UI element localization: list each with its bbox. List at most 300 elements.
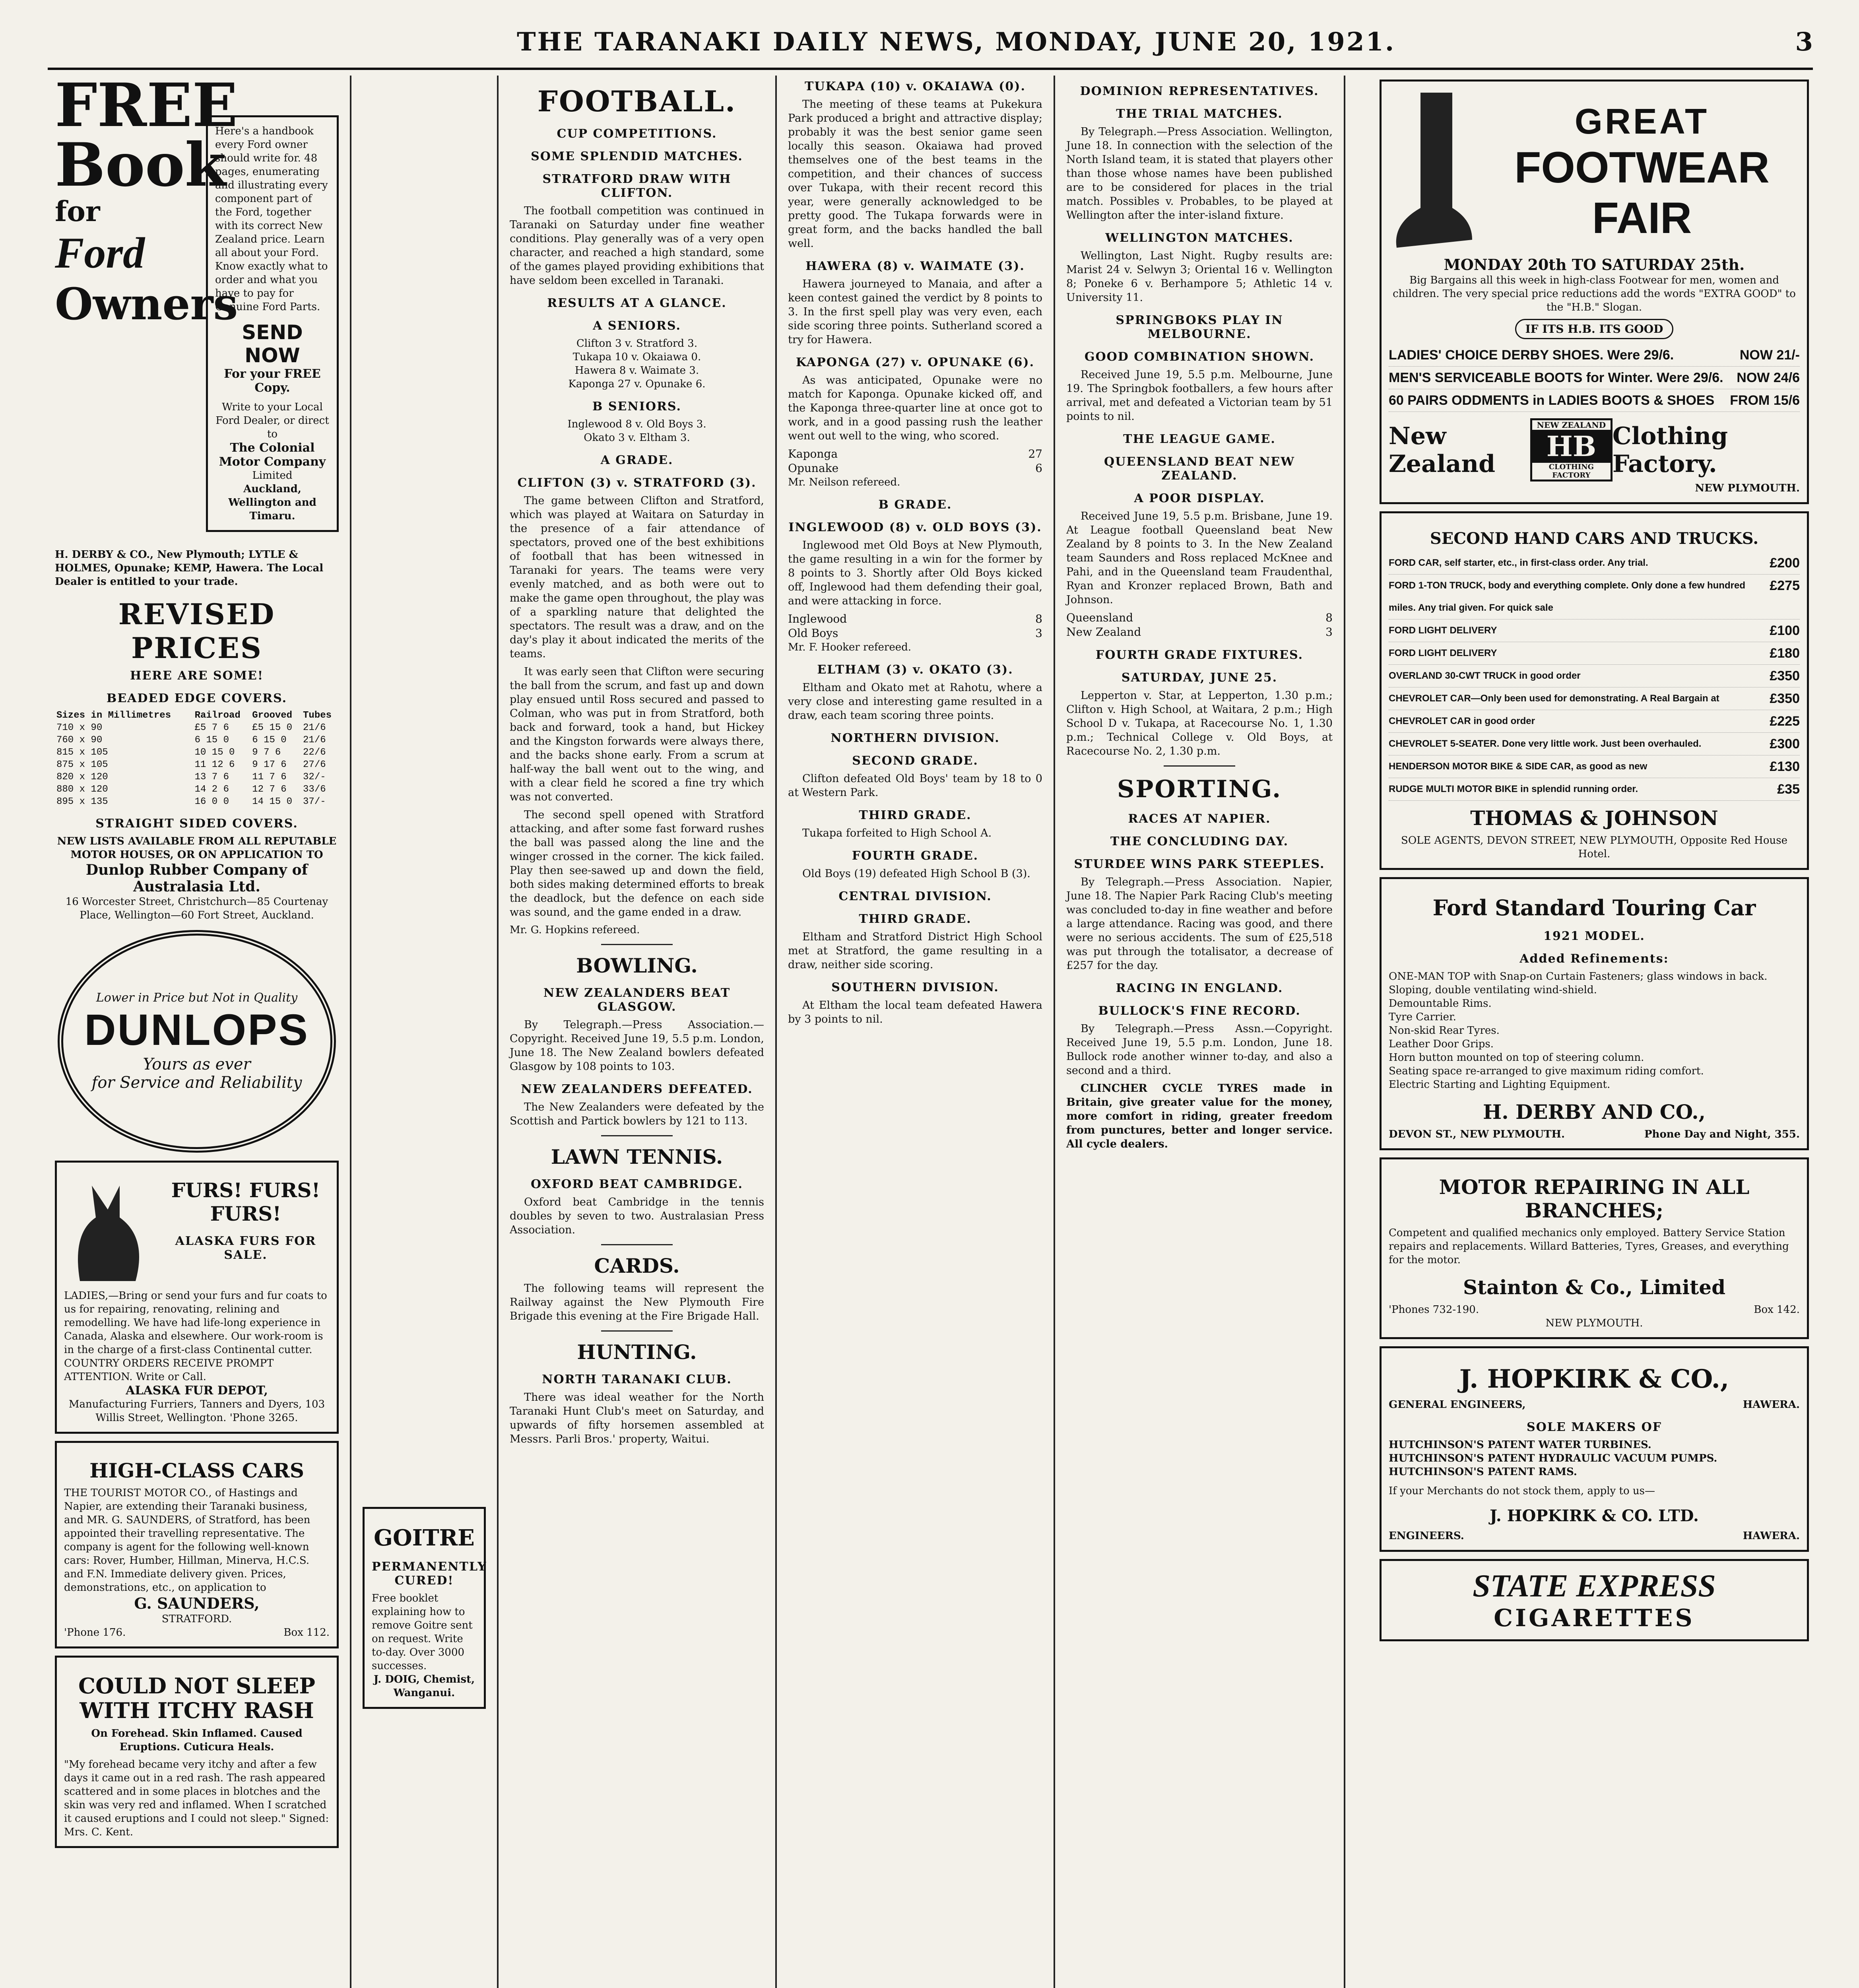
touring-title: Ford Standard Touring Car	[1432, 895, 1756, 920]
repair-title: MOTOR REPAIRING IN ALL BRANCHES;	[1439, 1175, 1750, 1222]
item-price: FROM 15/6	[1730, 393, 1800, 408]
subheading: STRATFORD DRAW WITH CLIFTON.	[542, 172, 732, 200]
subheading: DOMINION REPRESENTATIVES.	[1080, 84, 1319, 98]
article-paragraph: At Eltham the local team defeated Hawera by 3 points to nil.	[788, 999, 1042, 1025]
match-heading: TUKAPA (10) v. OKAIAWA (0).	[805, 80, 1026, 93]
cell: 10 15 0	[194, 747, 235, 758]
book-headline: Book	[55, 130, 226, 200]
hopkirk-item: HUTCHINSON'S PATENT RAMS.	[1389, 1466, 1577, 1478]
truck-desc: RUDGE MULTI MOTOR BIKE in splendid running order.	[1389, 784, 1638, 794]
cell: 9 7 6	[252, 747, 281, 758]
subheading: SOUTHERN DIVISION.	[831, 980, 999, 994]
ads-column	[1376, 76, 1813, 1988]
truck-price: £180	[1770, 646, 1800, 661]
article-paragraph: Eltham and Okato met at Rahotu, where a very close and interesting game resulted in a draw, each team scoring three points.	[788, 681, 1042, 722]
goitre-ad	[363, 1507, 486, 1709]
fair-body: Big Bargains all this week in high-class Footwear for men, women and children. The very special price reductions add the words "EXTRA GOOD" to the "H.B." Slogan.	[1393, 274, 1796, 313]
cell: 11 7 6	[252, 772, 287, 782]
prices-sub: HERE ARE SOME!	[130, 669, 264, 683]
subheading: SECOND GRADE.	[852, 754, 978, 768]
score-line	[788, 461, 1042, 476]
truck-price: £35	[1777, 782, 1800, 797]
truck-desc: FORD 1-TON TRUCK, body and everything complete. Only done a few hundred miles. Any trial given. For quick sale	[1389, 580, 1745, 613]
price-row	[55, 746, 339, 759]
truck-desc: FORD LIGHT DELIVERY	[1389, 625, 1497, 636]
truck-price: £130	[1770, 759, 1800, 774]
derby-address: DEVON ST., NEW PLYMOUTH.	[1389, 1128, 1565, 1140]
cell: 6 15 0	[194, 735, 229, 746]
rash-sub: On Forehead. Skin Inflamed. Caused Eruptions. Cuticura Heals.	[91, 1728, 303, 1753]
cell: 27/6	[303, 759, 326, 770]
cell: 815 x 105	[56, 747, 108, 758]
straight-heading: STRAIGHT SIDED COVERS.	[95, 817, 298, 831]
fair-price-row	[1389, 367, 1800, 389]
subheading: BULLOCK'S FINE RECORD.	[1098, 1004, 1301, 1018]
furs-firm: ALASKA FUR DEPOT,	[126, 1384, 268, 1398]
cell: 6 15 0	[252, 735, 287, 746]
cars-box: Box 112.	[283, 1627, 330, 1639]
second-hand-cars-ad	[1380, 511, 1809, 870]
item-price: NOW 21/-	[1739, 348, 1800, 363]
team-score: 3	[1325, 625, 1333, 639]
ford-blurb: Here's a handbook every Ford owner should write for. 48 pages, enumerating and illustrating every component part of the Ford, together with its correct New Zealand price. Learn all about your Ford. Know exactly what to order and what you have to pay for Genuine Ford Parts.	[215, 125, 328, 313]
copy-line: For your FREE Copy.	[224, 367, 321, 395]
column-rule	[1344, 76, 1345, 1988]
motor-repairing-ad	[1380, 1157, 1809, 1339]
ford-logo: Ford	[55, 229, 145, 277]
hopkirk-firm: J. HOPKIRK & CO. LTD.	[1490, 1507, 1699, 1525]
dunlop-address: 16 Worcester Street, Christchurch—85 Courtenay Place, Wellington—60 Fort Street, Auckland.	[65, 896, 328, 921]
subheading: THE LEAGUE GAME.	[1123, 432, 1276, 446]
touring-item: ONE-MAN TOP with Snap-on Curtain Fasteners; glass windows in back.	[1389, 971, 1768, 982]
subheading: NORTH TARANAKI CLUB.	[542, 1373, 732, 1386]
truck-price: £350	[1770, 668, 1800, 683]
score-line	[788, 612, 1042, 626]
subheading: RACES AT NAPIER.	[1128, 812, 1271, 826]
football-heading: FOOTBALL.	[537, 84, 737, 118]
cars-agent: G. SAUNDERS,	[134, 1594, 260, 1612]
article-paragraph: Hawera journeyed to Manaia, and after a keen contest gained the verdict by 8 points to 3. In the first spell play was very even, each side scoring three points. Sutherland scored a try for Hawera.	[788, 278, 1042, 346]
truck-row	[1389, 552, 1800, 575]
cities-line: Auckland, Wellington and Timaru.	[228, 483, 316, 522]
score-line	[1066, 625, 1333, 639]
cars-town: STRATFORD.	[161, 1613, 232, 1625]
derby-firm: H. DERBY AND CO.,	[1483, 1100, 1706, 1124]
column-4	[1055, 76, 1344, 1988]
fox-icon	[64, 1170, 155, 1289]
result-line: Inglewood 8 v. Old Boys 3.	[567, 418, 706, 430]
price-row	[55, 722, 339, 734]
trucks-title: SECOND HAND CARS AND TRUCKS.	[1430, 529, 1759, 548]
ford-touring-ad	[1380, 877, 1809, 1150]
state-express-ad	[1380, 1559, 1809, 1641]
dunlop-line1: Yours as ever	[143, 1055, 251, 1074]
fair-title-3: FAIR	[1592, 193, 1692, 243]
hopkirk-left2: ENGINEERS.	[1389, 1530, 1464, 1542]
article-paragraph: It was early seen that Clifton were securing the ball from the scrum, and fast up and down play ensued until Ross secured and passed to Colman, who was put in from Stratford, both back and forward, took a hand, but Hickey and the Kingston forwards were always there, and the backs shone early. From a scrum at half-way the ball went out to the wing, and with a clear field he scored a fine try which was not converted.	[510, 666, 764, 803]
article-paragraph: The second spell opened with Stratford attacking, and after some fast forward rushes the ball was passed along the line and the winger crossed in the corner. The kick failed. Play then see-sawed up and down the field, both sides making determined efforts to break the deadlock, but the defence on each side was sound, and the game ended in a draw.	[510, 809, 764, 918]
truck-row	[1389, 710, 1800, 733]
article-paragraph: Old Boys (19) defeated High School B (3).	[802, 868, 1030, 880]
goitre-body: Free booklet explaining how to remove Goitre sent on request. Write to-day. Over 3000 successes.	[372, 1592, 473, 1672]
truck-desc: CHEVROLET CAR in good order	[1389, 716, 1535, 726]
team-name: New Zealand	[1066, 625, 1141, 639]
truck-desc: CHEVROLET 5-SEATER. Done very little work. Just been overhauled.	[1389, 738, 1702, 749]
truck-row	[1389, 755, 1800, 778]
price-row	[55, 796, 339, 808]
bowling-heading: BOWLING.	[576, 954, 698, 977]
write-line: Write to your Local Ford Dealer, or direct to	[215, 401, 329, 440]
referee-line: Mr. F. Hooker refereed.	[788, 641, 911, 653]
cars-body: THE TOURIST MOTOR CO., of Hastings and Napier, are extending their Taranaki business, and MR. G. SAUNDERS, of Stratford, has been appointed their travelling representative. The company is agent for the following well-known cars: Rover, Humber, Hillman, Minerva, H.C.S. and F.N. Immediate delivery given. Prices, demonstrations, etc., on application to	[64, 1487, 310, 1594]
result-line: Clifton 3 v. Stratford 3.	[576, 338, 698, 349]
cars-phone: 'Phone 176.	[64, 1627, 126, 1639]
truck-desc: FORD CAR, self starter, etc., in first-class order. Any trial.	[1389, 557, 1648, 568]
cell: 22/6	[303, 747, 326, 758]
hopkirk-item: HUTCHINSON'S PATENT WATER TURBINES.	[1389, 1439, 1651, 1451]
article-paragraph: Eltham and Stratford District High School met at Stratford, the game resulting in a draw, neither side scoring.	[788, 931, 1042, 971]
truck-row	[1389, 733, 1800, 755]
furs-title: FURS! FURS! FURS!	[171, 1178, 320, 1225]
send-now: SEND NOW	[242, 321, 303, 367]
article-paragraph: By Telegraph.—Press Association. Wellington, June 18. In connection with the selection of the North Island team, it is stated that players other than those whose names have been published are to be considered for places in the trial match. Possibles v. Probables, to be played at Wellington after the inter-island fixture.	[1066, 126, 1333, 221]
article-paragraph: The meeting of these teams at Pukekura Park produced a bright and attractive display; probably it was the best senior game seen locally this season. Okaiawa had proved themselves one of the best teams in the competition, and their chances of success over Tukapa, with their recent record this year, were generally acknowledged to be pretty good. The Tukapa forwards were in great form, and the backs handled the ball well.	[788, 98, 1042, 250]
cell: 12 7 6	[252, 784, 287, 795]
hopkirk-right: HAWERA.	[1743, 1399, 1800, 1411]
match-heading: CLIFTON (3) v. STRATFORD (3).	[517, 476, 757, 490]
team-name: Opunake	[788, 462, 839, 475]
fair-dates: MONDAY 20th TO SATURDAY 25th.	[1444, 256, 1745, 274]
article-paragraph: Lepperton v. Star, at Lepperton, 1.30 p.m.; Clifton v. High School, at Waitara, 2 p.m.; High School D v. Tukapa, at Racecourse No. 1, 1.30 p.m.; Technical College v. Old Boys, at Racecourse No. 2, 1.30 p.m.	[1066, 689, 1333, 757]
article-paragraph: By Telegraph.—Press Assn.—Copyright. Received June 19, 5.5 p.m. London, June 18. Bullock rode another winner to-day, and also a second and a third.	[1066, 1023, 1333, 1077]
truck-row	[1389, 642, 1800, 665]
touring-added: Added Refinements:	[1519, 952, 1669, 966]
column-3	[777, 76, 1054, 1988]
price-row	[55, 783, 339, 796]
truck-desc: HENDERSON MOTOR BIKE & SIDE CAR, as good as new	[1389, 761, 1647, 772]
truck-desc: CHEVROLET CAR—Only been used for demonstrating. A Real Bargain at	[1389, 693, 1719, 704]
rash-title: COULD NOT SLEEP WITH ITCHY RASH	[78, 1673, 315, 1723]
subheading: THIRD GRADE.	[859, 808, 972, 822]
truck-price: £275	[1770, 578, 1800, 593]
company-name: The Colonial Motor Company	[219, 441, 326, 469]
subheading: THE CONCLUDING DAY.	[1110, 835, 1289, 848]
price-row	[55, 759, 339, 771]
truck-desc: OVERLAND 30-CWT TRUCK in good order	[1389, 670, 1581, 681]
divider	[601, 944, 673, 945]
subheading: CENTRAL DIVISION.	[838, 889, 992, 903]
dunlop-tagline: Lower in Price but Not in Quality	[96, 991, 298, 1005]
ford-book-ad	[55, 76, 339, 532]
subheading: CUP COMPETITIONS.	[557, 127, 717, 141]
divider	[1164, 765, 1235, 767]
subheading: QUEENSLAND BEAT NEW ZEALAND.	[1104, 455, 1295, 483]
subheading: A GRADE.	[600, 453, 673, 467]
hopkirk-title: J. HOPKIRK & CO.,	[1459, 1364, 1729, 1394]
referee-line: Mr. G. Hopkins refereed.	[510, 924, 640, 936]
furs-address: Manufacturing Furriers, Tanners and Dyers, 103 Willis Street, Wellington. 'Phone 3265.	[68, 1398, 325, 1424]
truck-price: £225	[1770, 714, 1800, 729]
for-text: for	[55, 195, 100, 228]
team-score: 8	[1035, 612, 1042, 625]
cell: 32/-	[303, 772, 326, 782]
cell: 14 2 6	[194, 784, 229, 795]
divider	[601, 1244, 673, 1245]
match-heading: INGLEWOOD (8) v. OLD BOYS (3).	[788, 520, 1042, 534]
subheading: STURDEE WINS PARK STEEPLES.	[1074, 857, 1325, 871]
subheading: THE TRIAL MATCHES.	[1116, 107, 1283, 121]
goitre-title: GOITRE	[374, 1525, 475, 1551]
subheading: A POOR DISPLAY.	[1134, 491, 1265, 505]
logo-bottom: CLOTHING FACTORY	[1549, 463, 1594, 480]
nz-text: New Zealand	[1389, 422, 1496, 478]
score-line	[1066, 611, 1333, 625]
subheading: WELLINGTON MATCHES.	[1105, 231, 1294, 245]
article-paragraph: Received June 19, 5.5 p.m. Brisbane, June 19. At League football Queensland beat New Zealand by 8 points to 3. In the New Zealand team Saunders and Ross replaced McKnee and Pahi, and in the Queensland team Fraudenthal, Ryan and Kronzer replaced Brown, Bath and Johnson.	[1066, 510, 1333, 606]
score-line	[788, 447, 1042, 461]
stainton-place: NEW PLYMOUTH.	[1545, 1317, 1643, 1329]
result-line: Kaponga 27 v. Opunake 6.	[568, 378, 706, 390]
masthead	[48, 12, 1813, 70]
cell: 9 17 6	[252, 759, 287, 770]
clothing-factory-text: Clothing Factory.	[1612, 422, 1728, 478]
column-1	[44, 76, 350, 1988]
trucks-firm: THOMAS & JOHNSON	[1470, 806, 1718, 830]
result-line: Tukapa 10 v. Okaiawa 0.	[572, 351, 701, 363]
fair-title-1: GREAT	[1574, 101, 1710, 142]
score-line	[788, 626, 1042, 641]
stainton-box: Box 142.	[1754, 1304, 1800, 1316]
subheading: B SENIORS.	[592, 400, 681, 414]
price-header-row	[55, 709, 339, 722]
subheading: SOME SPLENDID MATCHES.	[531, 149, 743, 163]
team-name: Old Boys	[788, 627, 838, 640]
hopkirk-ad	[1380, 1346, 1809, 1552]
stainton-phone: 'Phones 732-190.	[1389, 1304, 1479, 1316]
subheading: THIRD GRADE.	[859, 912, 972, 926]
match-heading: KAPONGA (27) v. OPUNAKE (6).	[796, 355, 1035, 369]
team-name: Inglewood	[788, 612, 847, 625]
subheading: RACING IN ENGLAND.	[1116, 981, 1283, 995]
team-score: 3	[1035, 627, 1042, 640]
touring-item: Demountable Rims.	[1389, 998, 1492, 1010]
limited-line: Limited	[252, 470, 293, 481]
team-score: 27	[1028, 447, 1042, 460]
team-score: 8	[1325, 611, 1333, 624]
cell: 760 x 90	[56, 735, 103, 746]
result-line: Hawera 8 v. Waimate 3.	[574, 365, 699, 377]
price-row	[55, 734, 339, 746]
logo-top: NEW ZEALAND	[1537, 420, 1606, 430]
cell: 13 7 6	[194, 772, 229, 782]
article-paragraph: By Telegraph.—Press Association. Napier, June 18. The Napier Park Racing Club's meeting was concluded to-day in fine weather and before a large attendance. Racing was good, and there were no serious accidents. The sum of £25,518 was put through the totalisator, a decrease of £257 for the day.	[1066, 876, 1333, 972]
team-score: 6	[1035, 462, 1042, 475]
trucks-address: SOLE AGENTS, DEVON STREET, NEW PLYMOUTH, Opposite Red House Hotel.	[1401, 835, 1787, 860]
subheading: FOURTH GRADE FIXTURES.	[1095, 648, 1304, 662]
repair-body: Competent and qualified mechanics only employed. Battery Service Station repairs and replacements. Willard Batteries, Tyres, Greases, and everything for the motor.	[1389, 1227, 1789, 1266]
truck-desc: FORD LIGHT DELIVERY	[1389, 648, 1497, 658]
cell: 21/6	[303, 735, 326, 746]
newspaper-title: THE TARANAKI DAILY NEWS, MONDAY, JUNE 20, 1921.	[517, 27, 1396, 57]
touring-model: 1921 MODEL.	[1543, 929, 1645, 943]
clincher-ad: CLINCHER CYCLE TYRES made in Britain, give greater value for the money, more comfort in riding, greater freedom from punctures, better and longer service. All cycle dealers.	[1066, 1082, 1333, 1150]
cell: 33/6	[303, 784, 326, 795]
item-desc: MEN'S SERVICEABLE BOOTS for Winter. Were 29/6.	[1389, 370, 1723, 385]
cell: 11 12 6	[194, 759, 235, 770]
cell: £5 15 0	[252, 722, 293, 733]
subheading: SPRINGBOKS PLAY IN MELBOURNE.	[1116, 313, 1283, 341]
cell: 880 x 120	[56, 784, 108, 795]
results-heading: RESULTS AT A GLANCE.	[547, 296, 727, 310]
cell: £5 7 6	[194, 722, 229, 733]
article-paragraph: There was ideal weather for the North Taranaki Hunt Club's meet on Saturday, and upwards of fifty horsemen assembled at Messrs. Parli Bros.' property, Waitui.	[510, 1391, 764, 1445]
cell: 14 15 0	[252, 796, 293, 807]
touring-item: Leather Door Grips.	[1389, 1038, 1494, 1050]
truck-row	[1389, 575, 1800, 619]
cell: 820 x 120	[56, 772, 108, 782]
referee-line: Mr. Neilson refereed.	[788, 476, 900, 488]
fair-price-row	[1389, 344, 1800, 367]
subheading: A SENIORS.	[593, 319, 681, 333]
dunlop-company: Dunlop Rubber Company of Australasia Ltd.	[85, 862, 308, 895]
truck-price: £100	[1770, 623, 1800, 638]
item-desc: 60 PAIRS ODDMENTS in LADIES BOOTS & SHOES	[1389, 393, 1715, 408]
subheading: OXFORD BEAT CAMBRIDGE.	[531, 1177, 743, 1191]
goitre-chemist: J. DOIG, Chemist, Wanganui.	[373, 1673, 475, 1699]
truck-row	[1389, 619, 1800, 642]
team-name: Kaponga	[788, 447, 838, 460]
cuticura-ad	[55, 1656, 339, 1848]
logo-letters: HB	[1532, 430, 1611, 463]
cars-title: HIGH-CLASS CARS	[89, 1459, 304, 1482]
cards-heading: CARDS.	[594, 1254, 680, 1277]
prices-footer: NEW LISTS AVAILABLE FROM ALL REPUTABLE MOTOR HOUSES, OR ON APPLICATION TO	[57, 835, 337, 861]
article-paragraph: The following teams will represent the Railway against the New Plymouth Fire Brigade this evening at the Fire Brigade Hall.	[510, 1282, 764, 1322]
subheading: FOURTH GRADE.	[852, 849, 979, 863]
footwear-fair-ad	[1380, 80, 1809, 504]
ford-dealers: H. DERBY & CO., New Plymouth; LYTLE & HOLMES, Opunake; KEMP, Hawera. The Local Dealer is entitled to your trade.	[55, 549, 324, 588]
article-paragraph: Tukapa forfeited to High School A.	[802, 827, 992, 839]
col-head: Sizes in Millimetres	[56, 710, 171, 721]
col-head: Grooved	[252, 710, 293, 721]
prices-title: REVISED PRICES	[118, 597, 276, 665]
subheading: B GRADE.	[878, 498, 952, 512]
truck-row	[1389, 778, 1800, 801]
hopkirk-left: GENERAL ENGINEERS,	[1389, 1399, 1526, 1411]
hopkirk-right2: HAWERA.	[1743, 1530, 1800, 1542]
item-desc: LADIES' CHOICE DERBY SHOES. Were 29/6.	[1389, 348, 1674, 363]
dunlop-logo: DUNLOPS	[84, 1006, 309, 1054]
column-1b	[351, 76, 497, 1988]
article-paragraph: By Telegraph.—Press Association.—Copyright. Received June 19, 5.5 p.m. London, June 18. The New Zealand bowlers defeated Glasgow by 108 points to 103.	[510, 1019, 764, 1073]
divider	[601, 1135, 673, 1136]
boot-icon	[1389, 89, 1476, 256]
col-head: Tubes	[303, 710, 332, 721]
article-paragraph: Received June 19, 5.5 p.m. Melbourne, June 19. The Springbok footballers, a few hours after arrival, met and defeated a Victorian team by 51 points to nil.	[1066, 369, 1333, 423]
touring-item: Electric Starting and Lighting Equipment.	[1389, 1079, 1611, 1091]
divider	[601, 1330, 673, 1332]
price-table	[55, 709, 339, 808]
hopkirk-note: If your Merchants do not stock them, apply to us—	[1389, 1485, 1655, 1497]
article-paragraph: Inglewood met Old Boys at New Plymouth, the game resulting in a win for the former by 8 points to 3. Shortly after Old Boys kicked off, Inglewood had them defending their goal, and were attacking in force.	[788, 539, 1042, 607]
result-line: Okato 3 v. Eltham 3.	[584, 432, 690, 444]
subheading: NEW ZEALANDERS BEAT GLASGOW.	[543, 986, 731, 1014]
cell: 895 x 135	[56, 796, 108, 807]
article-paragraph: Oxford beat Cambridge in the tennis doubles by seven to two. Australasian Press Association.	[510, 1196, 764, 1236]
team-name: Queensland	[1066, 611, 1133, 624]
article-paragraph: The game between Clifton and Stratford, which was played at Waitara on Saturday in the presence of a fair attendance of spectators, proved one of the best exhibitions of football that has been witnessed in Taranaki for years. The teams were very evenly matched, and as both were out to make the game open throughout, the play was of a sparkling nature that delighted the spectators. The result was a draw, and on the day's play it about indicated the merits of the teams.	[510, 495, 764, 660]
cell: 37/-	[303, 796, 326, 807]
page-number: 3	[1795, 27, 1813, 57]
dunlop-line2: for Service and Reliability	[91, 1074, 302, 1092]
dunlop-prices	[55, 597, 339, 922]
derby-phone: Phone Day and Night, 355.	[1644, 1128, 1800, 1140]
state-express-logo: STATE EXPRESS	[1473, 1569, 1716, 1604]
fair-title-2: FOOTWEAR	[1514, 143, 1770, 192]
furs-body: LADIES,—Bring or send your furs and fur coats to us for repairing, renovating, relining and remodelling. We have had life-long experience in Canada, Alaska and elsewhere. Our work-room is in the charge of a first-class Continental cutter. COUNTRY ORDERS RECEIVE PROMPT ATTENTION. Write or Call.	[64, 1290, 327, 1383]
cell: 16 0 0	[194, 796, 229, 807]
cars-ad	[55, 1441, 339, 1648]
article-paragraph: The New Zealanders were defeated by the Scottish and Partick bowlers by 121 to 113.	[510, 1101, 764, 1127]
dunlop-tyre-ad	[58, 930, 336, 1153]
match-heading: HAWERA (8) v. WAIMATE (3).	[805, 259, 1025, 273]
truck-price: £200	[1770, 555, 1800, 571]
cigarettes-text: CIGARETTES	[1494, 1604, 1695, 1632]
fair-place: NEW PLYMOUTH.	[1695, 482, 1800, 494]
cell: 21/6	[303, 722, 326, 733]
beaded-heading: BEADED EDGE COVERS.	[106, 691, 287, 705]
subheading: NORTHERN DIVISION.	[831, 731, 1000, 745]
stainton-firm: Stainton & Co., Limited	[1463, 1276, 1726, 1299]
cell: 875 x 105	[56, 759, 108, 770]
truck-price: £300	[1770, 736, 1800, 751]
hb-slogan: IF ITS H.B. ITS GOOD	[1515, 319, 1673, 339]
truck-row	[1389, 665, 1800, 687]
truck-price: £350	[1770, 691, 1800, 706]
hopkirk-item: HUTCHINSON'S PATENT HYDRAULIC VACUUM PUMPS.	[1389, 1452, 1717, 1464]
price-row	[55, 771, 339, 783]
ford-book-box	[206, 115, 339, 532]
touring-item: Seating space re-arranged to give maximum riding comfort.	[1389, 1065, 1704, 1077]
article-paragraph: Clifton defeated Old Boys' team by 18 to 0 at Western Park.	[788, 773, 1042, 799]
tennis-heading: LAWN TENNIS.	[551, 1145, 723, 1169]
col-head: Railroad	[194, 710, 241, 721]
cell: 710 x 90	[56, 722, 103, 733]
sporting-heading: SPORTING.	[1117, 775, 1282, 803]
subheading: NEW ZEALANDERS DEFEATED.	[521, 1082, 753, 1096]
free-headline: FREE	[55, 76, 238, 140]
touring-item: Horn button mounted on top of steering column.	[1389, 1052, 1644, 1064]
furs-ad	[55, 1161, 339, 1434]
article-paragraph: Wellington, Last Night. Rugby results are: Marist 24 v. Selwyn 3; Oriental 16 v. Wellington 8; Poneke 6 v. Berhampore 5; Athletic 14 v. University 11.	[1066, 250, 1333, 304]
touring-item: Non-skid Rear Tyres.	[1389, 1025, 1500, 1037]
article-paragraph: The football competition was continued in Taranaki on Saturday under fine weather conditions. Play generally was of a very open character, and reached a high standard, some of the games played providing exhibitions that have seldom been excelled in Taranaki.	[510, 205, 764, 287]
column-2	[499, 76, 775, 1988]
rash-body: "My forehead became very itchy and after a few days it came out in a red rash. The rash appeared scattered and in some places in blotches and the skin was very red and inflamed. When I scratched it caused eruptions and I could not sleep." Signed: Mrs. C. Kent.	[64, 1759, 329, 1838]
furs-sub: ALASKA FURS FOR SALE.	[175, 1234, 316, 1262]
truck-row	[1389, 687, 1800, 710]
match-heading: ELTHAM (3) v. OKATO (3).	[817, 663, 1013, 677]
subheading: SATURDAY, JUNE 25.	[1121, 671, 1278, 685]
goitre-sub: PERMANENTLY CURED!	[372, 1560, 487, 1588]
hunting-heading: HUNTING.	[577, 1340, 697, 1364]
touring-item: Sloping, double ventilating wind-shield.	[1389, 984, 1597, 996]
touring-item: Tyre Carrier.	[1389, 1011, 1456, 1023]
hb-logo	[1530, 418, 1613, 481]
item-price: NOW 24/6	[1737, 370, 1800, 385]
hopkirk-makers: SOLE MAKERS OF	[1526, 1420, 1662, 1434]
fair-price-row	[1389, 389, 1800, 412]
